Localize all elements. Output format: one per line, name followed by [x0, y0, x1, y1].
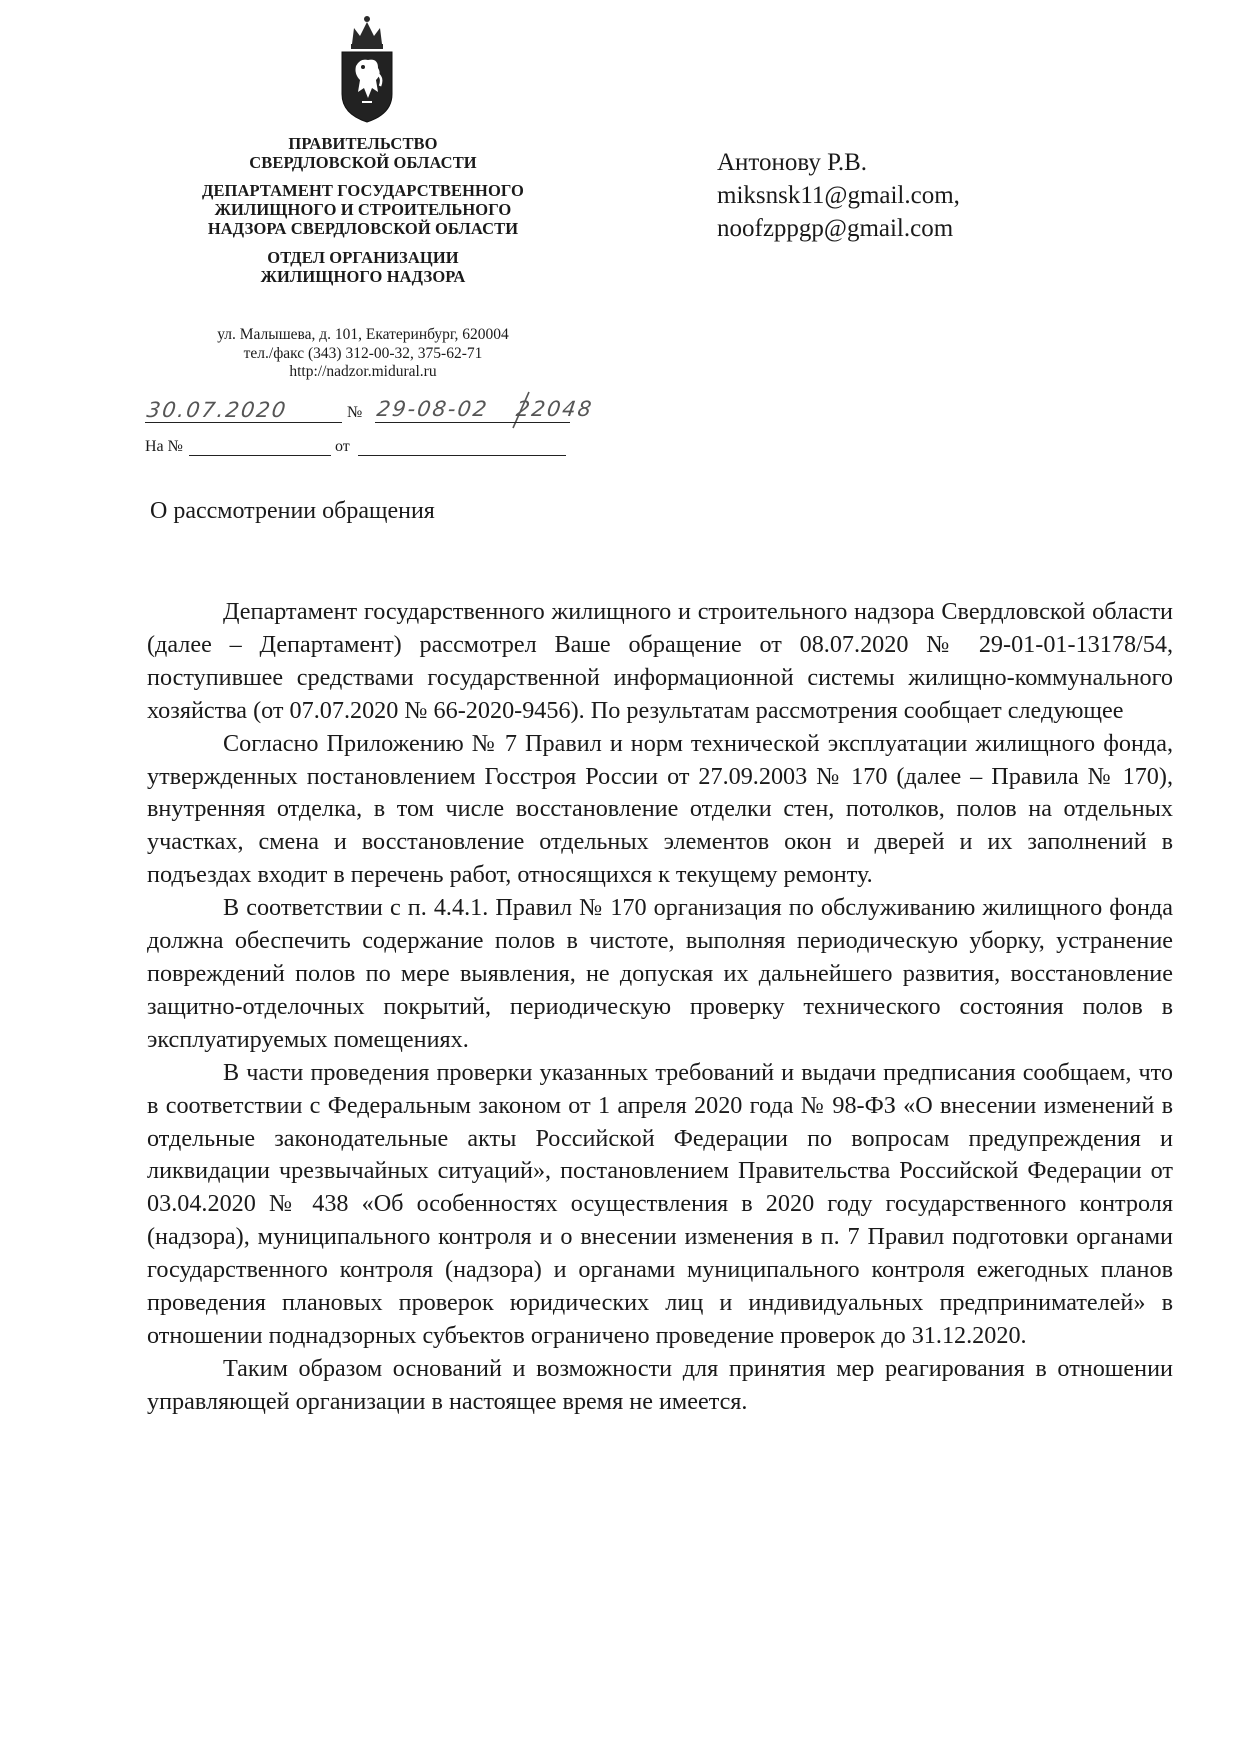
incoming-date-blank [358, 455, 566, 456]
website: http://nadzor.midural.ru [289, 363, 437, 380]
incoming-number-blank [189, 455, 331, 456]
paragraph: Согласно Приложению № 7 Правил и норм технической эксплуатации жилищного фонда, утвержденных постановлением Госстроя России от 27.09.2003 № 170 (далее – Правила № 170), внутренняя отделка, в том числе восстановление отделки стен, потолков, полов на отдельных участках, смена и восстановление отдельных элементов окон и дверей и их заполнений в подъездах входит в перечень работ, относящихся к текущему ремонту. [147, 729, 1173, 889]
outgoing-number: 29-08-02 22048 [375, 397, 595, 421]
division-name: ОТДЕЛ ОРГАНИЗАЦИИ ЖИЛИЩНОГО НАДЗОРА [260, 248, 466, 286]
government-name: ПРАВИТЕЛЬСТВО СВЕРДЛОВСКОЙ ОБЛАСТИ [249, 134, 477, 172]
incoming-number-label: На № [145, 438, 183, 455]
outgoing-reference [145, 398, 625, 428]
paragraph: В части проведения проверки указанных требований и выдачи предписания сообщаем, что в соответствии с Федеральным законом от 1 апреля 2020 года № 98-ФЗ «О внесении изменений в отдельные законодательные акты Российской Федерации по вопросам предупреждения и ликвидации чрезвычайных ситуаций», постановлением Правительства Российской Федерации от 03.04.2020 № 438 «Об особенностях осуществления в 2020 году государственного контроля (надзора), муниципального контроля и о внесении изменения в п. 7 Правил подготовки органами государственного контроля (надзора) и органами муниципального контроля ежегодных планов проведения плановых проверок юридических лиц и индивидуальных предпринимателей» в отношении поднадзорных субъектов ограничено проведение проверок до 31.12.2020. [147, 1058, 1173, 1349]
number-label: № [347, 404, 363, 421]
addressee-email-2: noofzppgp@gmail.com [717, 215, 954, 242]
handwritten-slash-icon [507, 390, 535, 430]
incoming-reference [145, 438, 585, 462]
addressee-email-1: miksnsk11@gmail.com, [717, 182, 960, 209]
postal-address: ул. Малышева, д. 101, Екатеринбург, 620004 [217, 326, 509, 343]
contact-block [140, 326, 586, 382]
department-name: ДЕПАРТАМЕНТ ГОСУДАРСТВЕННОГО ЖИЛИЩНОГО И СТРОИТЕЛЬНОГО НАДЗОРА СВЕРДЛОВСКОЙ ОБЛАСТИ [202, 181, 524, 238]
paragraph: В соответствии с п. 4.4.1. Правил № 170 организация по обслуживанию жилищного фонда должна обеспечить содержание полов в чистоте, выполняя периодическую уборку, устранение повреждений полов по мере выявления, не допуская их дальнейшего развития, восстановление защитно-отделочных покрытий, периодическую проверку технического состояния полов в эксплуатируемых помещениях. [147, 894, 1173, 1053]
phone-fax: тел./факс (343) 312-00-32, 375-62-71 [243, 344, 483, 362]
outgoing-date: 30.07.2020 [145, 398, 289, 422]
letter-body [147, 596, 1173, 1419]
paragraph: Департамент государственного жилищного и строительного надзора Свердловской области (далее – Департамент) рассмотрел Ваше обращение от 08.07.2020 № 29-01-01-13178/54, поступившее средствами государственной информационной системы жилищно-коммунального хозяйства (от 07.07.2020 № 66-2020-9456). По результатам рассмотрения сообщает следующее [147, 598, 1173, 724]
number-underline [375, 422, 570, 423]
letter-subject: О рассмотрении обращения [150, 498, 435, 524]
incoming-from-label: от [335, 438, 350, 455]
addressee-name: Антонову Р.В. [717, 149, 868, 176]
addressee-block [717, 146, 960, 245]
paragraph: Таким образом оснований и возможности для принятия мер реагирования в отношении управляющей организации в настоящее время не имеется. [147, 1354, 1173, 1415]
coat-of-arms-icon [338, 14, 396, 124]
date-underline [145, 422, 342, 423]
letterhead [140, 134, 586, 286]
